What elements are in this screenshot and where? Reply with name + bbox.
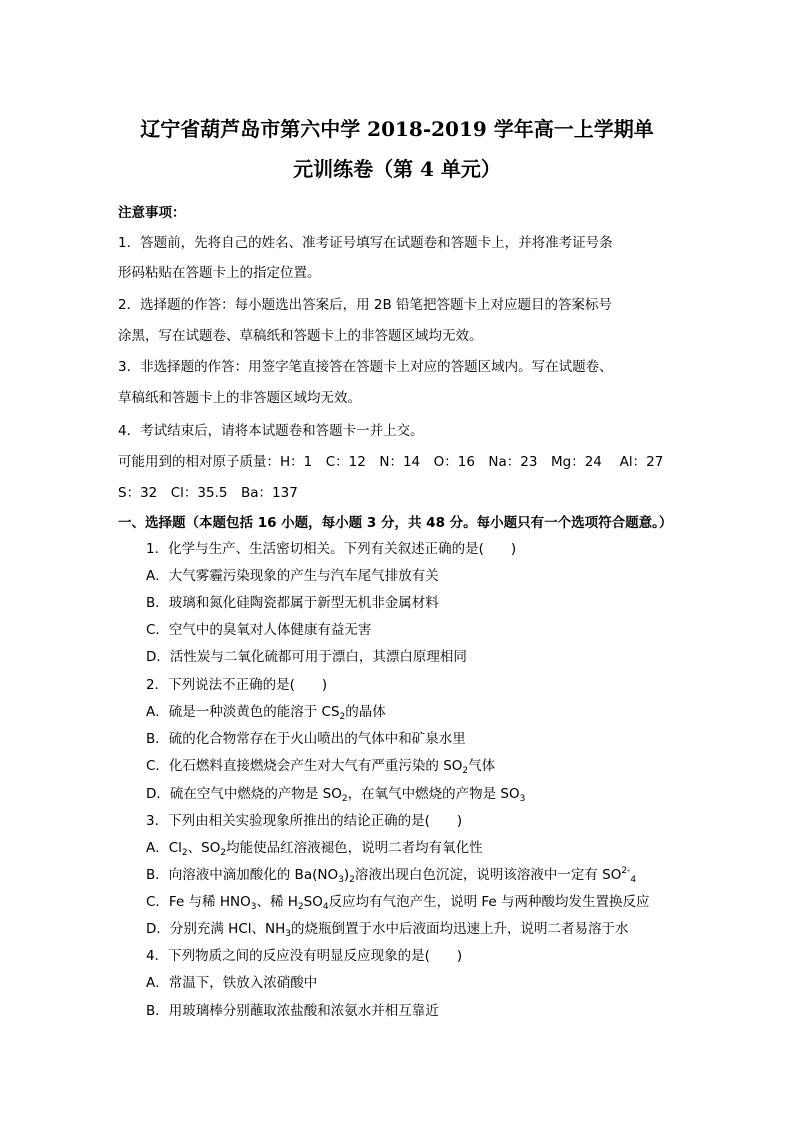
question-2-stem: 2．下列说法不正确的是( ) (146, 677, 328, 693)
atomic-mass-line-1: 可能用到的相对原子质量：H：1 C：12 N：14 O：16 Na：23 Mg：24 Al：27 (118, 454, 664, 470)
question-2-option-c: C．化石燃料直接燃烧会产生对大气有严重污染的 $SO_2$气体 (146, 758, 496, 776)
atomic-mass-line-2: S：32 Cl：35.5 Ba：137 (118, 485, 298, 501)
question-2-option-a: A．硫是一种淡黄色的能溶于 $CS_2$的晶体 (146, 704, 386, 722)
note-line: 1．答题前，先将自己的姓名、准考证号填写在试题卷和答题卡上，并将准考证号条 (118, 235, 613, 251)
question-3-option-c: C．Fe 与稀 $HNO_3$、稀 $H_2SO_4$反应均有气泡产生，说明 Fe 与两种酸均发生置换反应 (146, 894, 650, 912)
question-3-option-b: B．向溶液中滴加酸化的 $Ba(NO_3)_2$溶液出现白色沉淀，说明该溶液中一定有 $SO^{2-}_4$ (146, 866, 637, 885)
question-1-option-d: D．活性炭与二氧化硫都可用于漂白，其漂白原理相同 (146, 649, 467, 665)
question-4-option-a: A．常温下，铁放入浓硝酸中 (146, 975, 318, 991)
question-3-option-d: D．分别充满 HCl、$NH_3$的烧瓶倒置于水中后液面均迅速上升，说明二者易溶于水 (146, 921, 629, 939)
question-4-stem: 4．下列物质之间的反应没有明显反应现象的是( ) (146, 948, 463, 964)
question-2-option-b: B．硫的化合物常存在于火山喷出的气体中和矿泉水里 (146, 731, 466, 747)
note-line: 3．非选择题的作答：用签字笔直接答在答题卡上对应的答题区域内。写在试题卷、 (118, 359, 613, 375)
note-line: 涂黑，写在试题卷、草稿纸和答题卡上的非答题区域均无效。 (118, 328, 483, 344)
question-2-option-d: D．硫在空气中燃烧的产物是 $SO_2$，在氧气中燃烧的产物是 $SO_3$ (146, 786, 526, 804)
section-heading: 一、选择题（本题包括 16 小题，每小题 3 分，共 48 分。每小题只有一个选项符合题意。） (118, 515, 673, 531)
note-line: 4．考试结束后，请将本试题卷和答题卡一并上交。 (118, 423, 424, 439)
question-3-option-a: A．$Cl_2$、$SO_2$均能使品红溶液褪色，说明二者均有氧化性 (146, 840, 483, 858)
question-1-stem: 1．化学与生产、生活密切相关。下列有关叙述正确的是( ) (146, 541, 517, 557)
question-1-option-c: C．空气中的臭氧对人体健康有益无害 (146, 622, 372, 638)
question-1-option-a: A．大气雾霾污染现象的产生与汽车尾气排放有关 (146, 568, 439, 584)
question-4-option-b: B．用玻璃棒分别蘸取浓盐酸和浓氨水并相互靠近 (146, 1003, 439, 1019)
question-3-stem: 3．下列由相关实验现象所推出的结论正确的是( ) (146, 813, 463, 829)
document-title-line-2: 元训练卷（第 4 单元） (293, 157, 501, 181)
notes-heading: 注意事项： (118, 205, 186, 221)
question-1-option-b: B．玻璃和氮化硅陶瓷都属于新型无机非金属材料 (146, 595, 439, 611)
note-line: 2．选择题的作答：每小题选出答案后，用 2B 铅笔把答题卡上对应题目的答案标号 (118, 297, 613, 313)
document-title-line-1: 辽宁省葫芦岛市第六中学 2018-2019 学年高一上学期单 (140, 117, 654, 141)
note-line: 草稿纸和答题卡上的非答题区域均无效。 (118, 390, 361, 406)
note-line: 形码粘贴在答题卡上的指定位置。 (118, 265, 321, 281)
